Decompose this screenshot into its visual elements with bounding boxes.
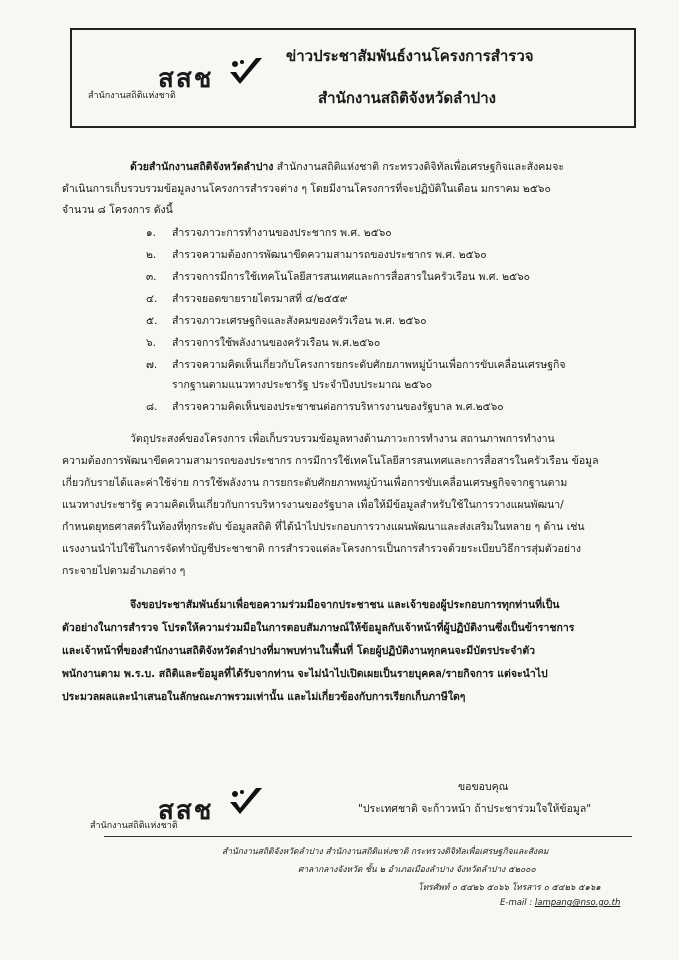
footer-nso-logo	[90, 790, 282, 835]
list-text: รากฐานตามแนวทางประชารัฐ ประจำปีงบประมาณ ๒๕๖๐	[172, 379, 433, 391]
list-number: ๕.	[146, 315, 158, 327]
footer-logo-text: สสช	[158, 796, 214, 826]
objective-line: กำหนดยุทธศาสตร์ในท้องที่ทุกระดับ ข้อมูลสถิติ ที่ได้นำไปประกอบการวางแผนพัฒนาและส่งเสริมในหลาย ๆ ด้าน เช่น	[62, 521, 585, 533]
objective-line: วัตถุประสงค์ของโครงการ เพื่อเก็บรวบรวมข้อมูลทางด้านภาวะการทำงาน สถานภาพการทำงาน	[130, 433, 555, 445]
intro-line-3: จำนวน ๘ โครงการ ดังนี้	[62, 204, 173, 216]
list-number: ๗.	[146, 359, 158, 371]
objective-line: กระจายไปตามอำเภอต่าง ๆ	[62, 565, 186, 577]
list-text: สำรวจความคิดเห็นของประชาชนต่อการบริหารงานของรัฐบาล พ.ศ.๒๕๖๐	[172, 401, 504, 413]
list-number: ๖.	[146, 337, 157, 349]
objective-line: ความต้องการพัฒนาขีดความสามารถของประชากร การมีการใช้เทคโนโลยีสารสนเทศและการสื่อสารในครัวเรือน ข้อมูล	[62, 455, 599, 467]
closing-thanks: ขอขอบคุณ	[458, 781, 509, 793]
header-title: ข่าวประชาสัมพันธ์งานโครงการสำรวจ	[286, 47, 534, 65]
nso-logo	[88, 58, 268, 108]
list-number: ๔.	[146, 293, 158, 305]
footer-logo-subtitle: สำนักงานสถิติแห่งชาติ	[90, 821, 178, 831]
footer-email-label: E-mail :	[500, 898, 535, 908]
request-line: พนักงานตาม พ.ร.บ. สถิติและข้อมูลที่ได้รับจากท่าน จะไม่นำไปเปิดเผยเป็นรายบุคคล/รายกิจการ แต่จะนำไป	[62, 668, 548, 680]
footer-email	[500, 898, 620, 908]
logo-text: สสช	[158, 64, 214, 94]
objective-line: เกี่ยวกับรายได้และค่าใช้จ่าย การใช้พลังงาน การยกระดับศักยภาพหมู่บ้านเพื่อการขับเคลื่อนเศรษฐกิจจากฐานตาม	[62, 477, 568, 489]
list-text: สำรวจภาวะการทำงานของประชากร พ.ศ. ๒๕๖๐	[172, 227, 392, 239]
list-number: ๓.	[146, 271, 157, 283]
list-text: สำรวจการมีการใช้เทคโนโลยีสารสนเทศและการสื่อสารในครัวเรือน พ.ศ. ๒๕๖๐	[172, 271, 531, 283]
request-line: จึงขอประชาสัมพันธ์มาเพื่อขอความร่วมมือจากประชาชน และเจ้าของผู้ประกอบการทุกท่านที่เป็น	[130, 599, 560, 611]
request-line: และเจ้าหน้าที่ของสำนักงานสถิติจังหวัดลำปางที่มาพบท่านในพื้นที่ โดยผู้ปฏิบัติงานทุกคนจะมีบัตรประจำตัว	[62, 645, 536, 657]
closing-motto: "ประเทศชาติ จะก้าวหน้า ถ้าประชาร่วมใจให้ข้อมูล"	[358, 803, 592, 815]
intro-lead: ด้วยสำนักงานสถิติจังหวัดลำปาง	[130, 161, 274, 173]
footer-agency: สำนักงานสถิติจังหวัดลำปาง สำนักงานสถิติแห่งชาติ กระทรวงดิจิทัลเพื่อเศรษฐกิจและสังคม	[222, 847, 549, 857]
intro-line-1-rest: สำนักงานสถิติแห่งชาติ กระทรวงดิจิทัลเพื่อเศรษฐกิจและสังคมจะ	[273, 161, 564, 173]
header-subtitle: สำนักงานสถิติจังหวัดลำปาง	[318, 89, 496, 107]
list-text: สำรวจภาวะเศรษฐกิจและสังคมของครัวเรือน พ.ศ. ๒๕๖๐	[172, 315, 427, 327]
footer-divider	[104, 836, 632, 837]
footer-email-link[interactable]: lampang@nso.go.th	[534, 898, 621, 908]
intro-line-1	[130, 158, 564, 175]
request-line: ประมวลผลและนำเสนอในลักษณะภาพรวมเท่านั้น และไม่เกี่ยวข้องกับการเรียกเก็บภาษีใดๆ	[62, 691, 466, 703]
request-line: ตัวอย่างในการสำรวจ โปรดให้ความร่วมมือในการตอบสัมภาษณ์ให้ข้อมูลกับเจ้าหน้าที่ผู้ปฏิบัติงานซึ่งเป็นข้าราชการ	[62, 622, 575, 634]
footer-logo-swoosh-icon	[226, 784, 266, 824]
objective-line: แรงงานนำไปใช้ในการจัดทำบัญชีประชาชาติ การสำรวจแต่ละโครงการเป็นการสำรวจด้วยระเบียบวิธีการสุ่มตัวอย่าง	[62, 543, 582, 555]
footer-address: ศาลากลางจังหวัด ชั้น ๒ อำเภอเมืองลำปาง จังหวัดลำปาง ๕๒๐๐๐	[298, 865, 536, 875]
logo-swoosh-icon	[226, 54, 266, 94]
list-number: ๑.	[146, 227, 157, 239]
footer-phone: โทรศัพท์ ๐ ๕๔๒๖ ๕๐๖๖ โทรสาร ๐ ๕๔๒๖ ๕๑๖๑	[418, 883, 601, 893]
objective-line: แนวทางประชารัฐ ความคิดเห็นเกี่ยวกับการบริหารงานของรัฐบาล เพื่อให้มีข้อมูลสำหรับใช้ในการวางแผนพัฒนา/	[62, 499, 564, 511]
list-number: ๒.	[146, 249, 157, 261]
list-text: สำรวจการใช้พลังงานของครัวเรือน พ.ศ.๒๕๖๐	[172, 337, 381, 349]
intro-line-2: ดำเนินการเก็บรวบรวมข้อมูลงานโครงการสำรวจต่าง ๆ โดยมีงานโครงการที่จะปฏิบัติในเดือน มกราคม ๒๕๖๐	[62, 183, 551, 195]
list-number: ๘.	[146, 401, 158, 413]
list-text: สำรวจความต้องการพัฒนาขีดความสามารถของประชากร พ.ศ. ๒๕๖๐	[172, 249, 487, 261]
logo-subtitle: สำนักงานสถิติแห่งชาติ	[88, 91, 176, 101]
list-text: สำรวจยอดขายรายไตรมาสที่ ๔/๒๕๕๙	[172, 293, 348, 305]
list-text: สำรวจความคิดเห็นเกี่ยวกับโครงการยกระดับศักยภาพหมู่บ้านเพื่อการขับเคลื่อนเศรษฐกิจ	[172, 359, 566, 371]
